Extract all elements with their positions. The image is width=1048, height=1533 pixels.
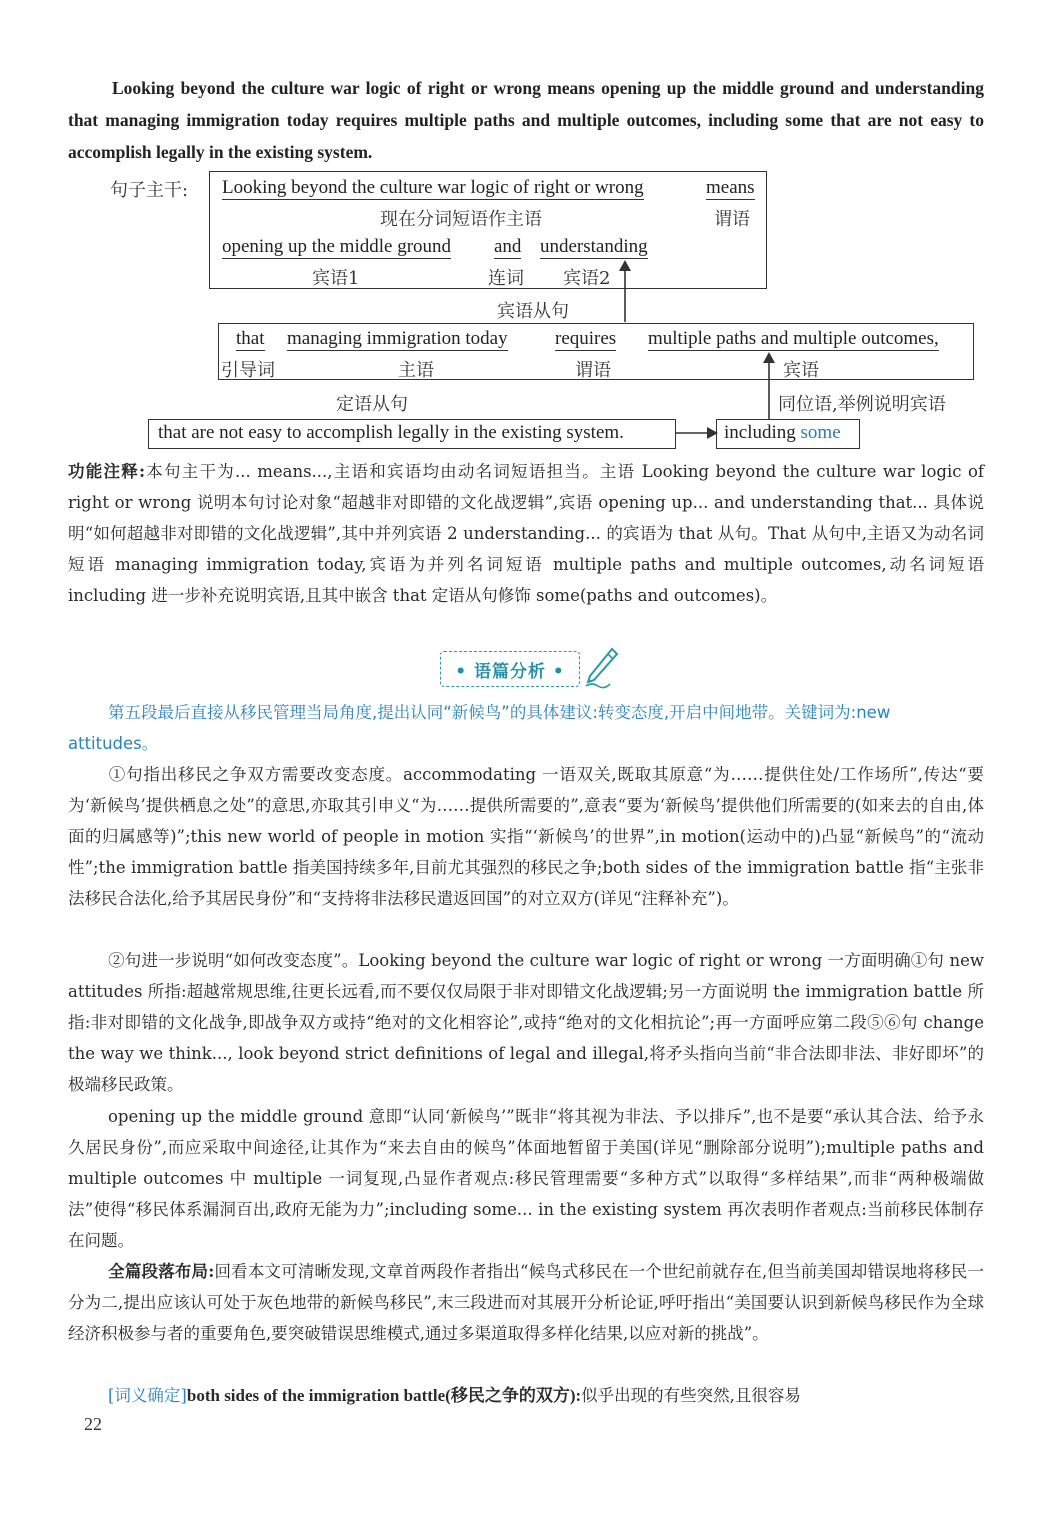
page-number: 22 — [84, 1414, 102, 1434]
clause-verb: requires — [555, 328, 617, 349]
appositive-note: 同位语,举例说明宾语 — [778, 394, 946, 415]
object2-note: 宾语2 — [563, 268, 611, 289]
clause-object: multiple paths and multiple outcomes, — [648, 328, 939, 349]
subject-note: 现在分词短语作主语 — [380, 209, 542, 230]
verb-note: 谓语 — [714, 209, 750, 230]
object1-note: 宾语1 — [312, 268, 360, 289]
arrow-up-icon — [758, 352, 780, 422]
including-word: including — [724, 422, 796, 443]
layout-label: 全篇段落布局: — [108, 1262, 215, 1281]
paragraph-summary: 第五段最后直接从移民管理当局角度,提出认同“新候鸟”的具体建议:转变态度,开启中间地带。关键词为:new attitudes。 — [68, 703, 891, 753]
clause-verb-note: 谓语 — [575, 360, 611, 381]
layout-summary: 全篇段落布局:回看本文可清晰发现,文章首两段作者指出“候鸟式移民在一个世纪前就存在,但当前美国却错误地将移民一分为二,提出应该认可处于灰色地带的新候鸟移民”,末三段进而对其展开分析论证,呼吁指出“美国要认识到新候鸟移民作为全球经济积极参与者的重要角色,要突破错误思维模式,通过多渠道取得多样化结果,以应对新的挑战”。 — [68, 1262, 984, 1343]
stem-label: 句子主干: — [110, 180, 189, 201]
function-note-text: 本句主干为... means...,主语和宾语均由动名词短语担当。主语 Looking beyond the culture war logic of right or wrong 说明本句讨论对象“超越非对即错的文化战逻辑”,宾语 opening up... and understanding that... 具体说明“如何超越非对即错的文化战逻辑”,其中并列宾语 2 understanding... 的宾语为 that 从句。That 从句中,主语又为动名词短语 managing immigration today,宾语为并列名词短语 multiple paths and multiple outcomes,动名词短语 including 进一步补充说明宾语,且其中嵌含 that 定语从句修饰 some(paths and outcomes)。 — [68, 462, 984, 605]
subject-phrase: Looking beyond the culture war logic of right or wrong — [222, 177, 644, 198]
vocab-term: both sides of the immigration battle(移民之争的双方): — [186, 1386, 582, 1405]
vocab-text: 似乎出现的有些突然,且很容易 — [581, 1386, 801, 1405]
pen-icon — [580, 646, 620, 690]
clause-subject: managing immigration today — [287, 328, 508, 349]
lead-sentence: Looking beyond the culture war logic of right or wrong means opening up the middle ground and understanding that managing immigration today requires multiple paths and multiple outcomes, including some that are not easy to accomplish legally in the existing system. — [68, 78, 984, 162]
analysis-para-1: ①句指出移民之争双方需要改变态度。accommodating 一语双关,既取其原意“为……提供住处/工作场所”,传达“要为‘新候鸟’提供栖息之处”的意思,亦取其引申义“为……提供所需要的”,意表“要为‘新候鸟’提供他们所需要的(如来去的自由,体面的归属感等)”;this new world of people in motion 实指“‘新候鸟’的世界”,in motion(运动中的)凸显“新候鸟”的“流动性”;the immigration battle 指美国持续多年,目前尤其强烈的移民之争;both sides of the immigration battle 指“主张非法移民合法化,给予其居民身份”和“支持将非法移民遣返回国”的对立双方(详见“注释补充”)。 — [68, 765, 984, 908]
arrow-up-icon — [614, 260, 636, 324]
function-note-label: 功能注释: — [68, 462, 146, 481]
arrow-right-icon — [676, 424, 718, 442]
clause-subject-note: 主语 — [398, 360, 434, 381]
sentence-diagram — [0, 0, 1048, 460]
that-word: that — [236, 328, 265, 349]
object2: understanding — [540, 236, 648, 257]
analysis-para-2: ②句进一步说明“如何改变态度”。Looking beyond the culture war logic of right or wrong 一方面明确①句 new attitudes 所指:超越常规思维,往更长远看,而不要仅仅局限于非对即错文化战逻辑;另一方面说明 the immigration battle 所指:非对即错的文化战争,即战争双方或持“绝对的文化相容论”,或持“绝对的文化相抗论”;再一方面呼应第二段⑤⑥句 change the way we think..., look beyond strict definitions of legal and illegal,将矛头指向当前“非合法即非法、非好即坏”的极端移民政策。 — [68, 951, 984, 1094]
main-verb: means — [706, 177, 755, 198]
analysis-para-3: opening up the middle ground 意即“认同‘新候鸟’”既非“将其视为非法、予以排斥”,也不是要“承认其合法、给予永久居民身份”,而应采取中间途径,让其作为“来去自由的候鸟”体面地暂留于美国(详见“删除部分说明”);multiple paths and multiple outcomes 中 multiple 一词复现,凸显作者观点:移民管理需要“多种方式”以取得“多样结果”,而非“两种极端做法”使得“移民体系漏洞百出,政府无能为力”;including some... in the existing system 再次表明作者观点:当前移民体制存在问题。 — [68, 1107, 984, 1250]
object-clause-note: 宾语从句 — [497, 301, 569, 322]
attr-clause: that are not easy to accomplish legally in the existing system. — [158, 422, 624, 443]
object1: opening up the middle ground — [222, 236, 452, 257]
conj-note: 连词 — [488, 268, 524, 289]
vocab-note — [68, 1380, 984, 1411]
function-note — [68, 456, 984, 611]
some-word: some — [800, 422, 841, 443]
section-title: • 语篇分析 • — [440, 651, 580, 687]
that-note: 引导词 — [221, 360, 275, 381]
attr-clause-note: 定语从句 — [336, 394, 408, 415]
conjunction: and — [494, 236, 522, 257]
clause-object-note: 宾语 — [783, 360, 819, 381]
vocab-label: [词义确定] — [108, 1386, 187, 1405]
